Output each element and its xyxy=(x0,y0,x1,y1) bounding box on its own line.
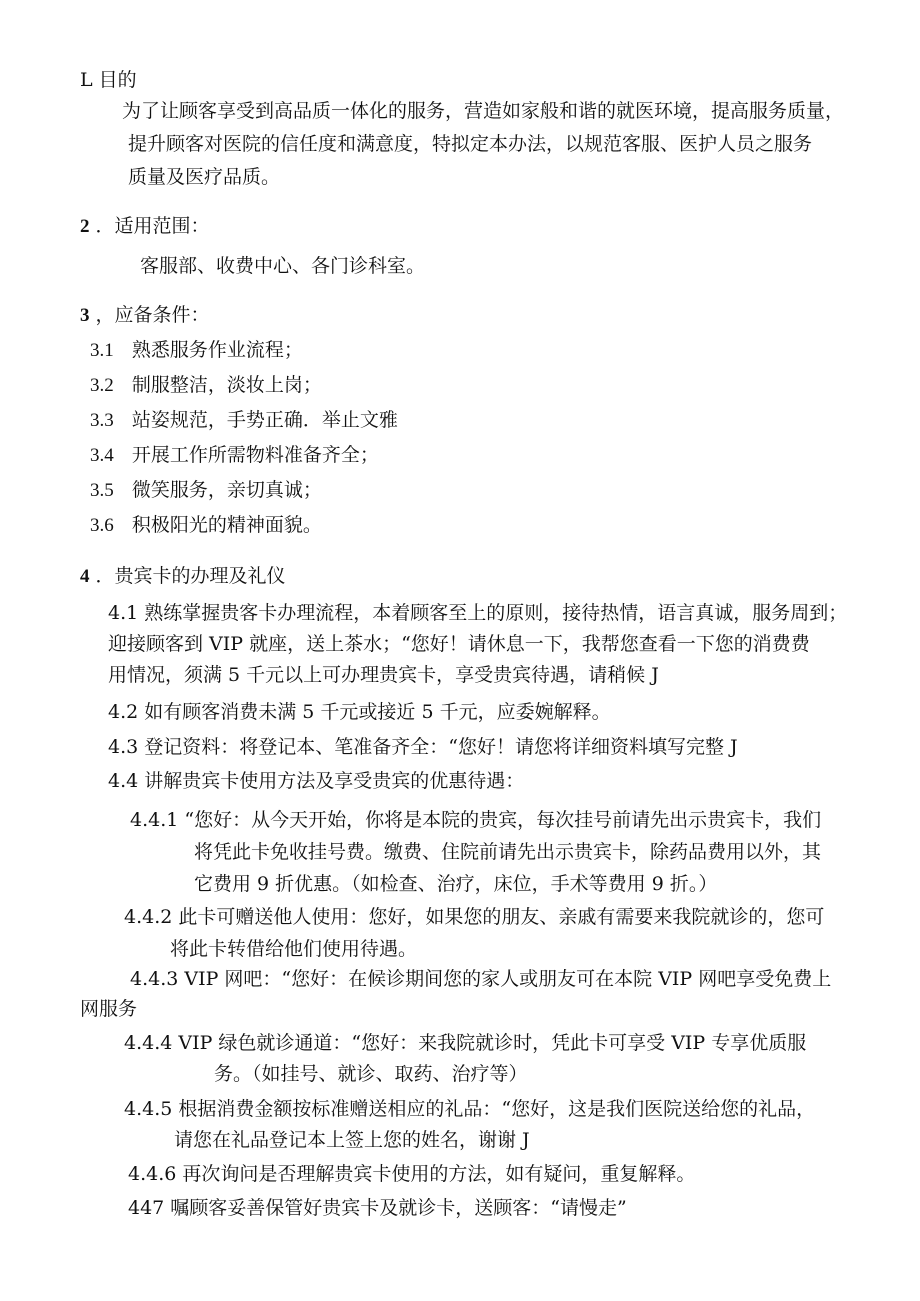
section-1-heading xyxy=(80,68,137,92)
section-1-heading-text: L 目的 xyxy=(80,69,137,91)
section-2-content: 客服部、收费中心、各门诊科室。 xyxy=(140,255,426,277)
item-text: 微笑服务，亲切真诚； xyxy=(131,479,322,501)
section-4-line: 将凭此卡免收挂号费。缴费、住院前请先出示贵宾卡，除药品费用以外，其 xyxy=(194,841,822,863)
section-4-line: 4.4.3 VIP 网吧：“您好：在候诊期间您的家人或朋友可在本院 VIP 网吧享受免费上 xyxy=(130,968,832,990)
section-4-line: 447 嘱顾客妥善保管好贵宾卡及就诊卡，送顾客：“请慢走” xyxy=(128,1197,627,1219)
section-3-title: ，应备条件： xyxy=(95,304,210,326)
section-2-title: ．适用范围： xyxy=(95,215,210,237)
section-3-number: 3 xyxy=(80,305,90,326)
section-4-line: 4.4.1 “您好：从今天开始，你将是本院的贵宾，每次挂号前请先出示贵宾卡，我们 xyxy=(130,809,822,831)
section-4-line: 4.4.4 VIP 绿色就诊通道：“您好：来我院就诊时，凭此卡可享受 VIP 专享优质服 xyxy=(124,1032,807,1054)
item-text: 积极阳光的精神面貌。 xyxy=(131,514,322,536)
item-text: 站姿规范，手势正确．举止文雅 xyxy=(131,409,398,431)
section-1-line-3: 质量及医疗品质。 xyxy=(128,166,281,188)
section-3-item xyxy=(90,443,379,468)
section-4-line: 4.4.6 再次询问是否理解贵宾卡使用的方法，如有疑问，重复解释。 xyxy=(128,1163,696,1185)
section-2-heading xyxy=(80,214,210,239)
section-2-number: 2 xyxy=(80,216,90,237)
section-3-item xyxy=(90,513,322,538)
section-4-line: 务。（如挂号、就诊、取药、治疗等） xyxy=(214,1063,528,1085)
section-3-item xyxy=(90,373,322,398)
section-4-line: 4.4.5 根据消费金额按标准赠送相应的礼品：“您好，这是我们医院送给您的礼品， xyxy=(124,1098,816,1120)
item-text: 开展工作所需物料准备齐全； xyxy=(131,444,379,466)
section-4-line: 4.4.2 此卡可赠送他人使用：您好，如果您的朋友、亲戚有需要来我院就诊的，您可 xyxy=(124,906,825,928)
item-text: 熟悉服务作业流程； xyxy=(131,339,303,361)
item-number: 3.6 xyxy=(90,515,114,536)
section-4-line: 它费用 9 折优惠。（如检查、治疗，床位，手术等费用 9 折。） xyxy=(194,873,718,895)
section-4-number: 4 xyxy=(80,566,90,587)
section-3-item xyxy=(90,408,398,433)
section-4-line: 迎接顾客到 VIP 就座，送上茶水；“您好！请休息一下，我帮您查看一下您的消费费 xyxy=(108,633,810,655)
item-number: 3.3 xyxy=(90,410,114,431)
section-3-item xyxy=(90,478,322,503)
section-4-line: 4.3 登记资料：将登记本、笔准备齐全：“您好！请您将详细资料填写完整 J xyxy=(108,736,738,758)
section-4-line: 将此卡转借给他们使用待遇。 xyxy=(170,938,418,960)
section-3-heading xyxy=(80,303,210,328)
item-number: 3.5 xyxy=(90,480,114,501)
section-3-item xyxy=(90,338,303,363)
section-4-line: 4.1 熟练掌握贵客卡办理流程，本着顾客至上的原则，接待热情，语言真诚，服务周到； xyxy=(108,602,848,624)
section-4-heading xyxy=(80,564,286,589)
item-number: 3.1 xyxy=(90,340,114,361)
item-number: 3.4 xyxy=(90,445,114,466)
section-1-line-1: 为了让顾客享受到高品质一体化的服务，营造如家般和谐的就医环境，提高服务质量， xyxy=(122,100,845,122)
section-4-line: 用情况，须满 5 千元以上可办理贵宾卡，享受贵宾待遇，请稍候 J xyxy=(108,664,659,686)
section-1-line-2: 提升顾客对医院的信任度和满意度，特拟定本办法，以规范客服、医护人员之服务 xyxy=(128,133,813,155)
section-4-line: 网服务 xyxy=(80,998,138,1020)
item-number: 3.2 xyxy=(90,375,114,396)
section-4-title: ．贵宾卡的办理及礼仪 xyxy=(95,565,286,587)
section-4-line: 请您在礼品登记本上签上您的姓名，谢谢 J xyxy=(174,1129,530,1151)
section-4-line: 4.4 讲解贵宾卡使用方法及享受贵宾的优惠待遇： xyxy=(108,770,525,792)
item-text: 制服整洁，淡妆上岗； xyxy=(131,374,322,396)
section-4-line: 4.2 如有顾客消费未满 5 千元或接近 5 千元，应委婉解释。 xyxy=(108,701,611,723)
